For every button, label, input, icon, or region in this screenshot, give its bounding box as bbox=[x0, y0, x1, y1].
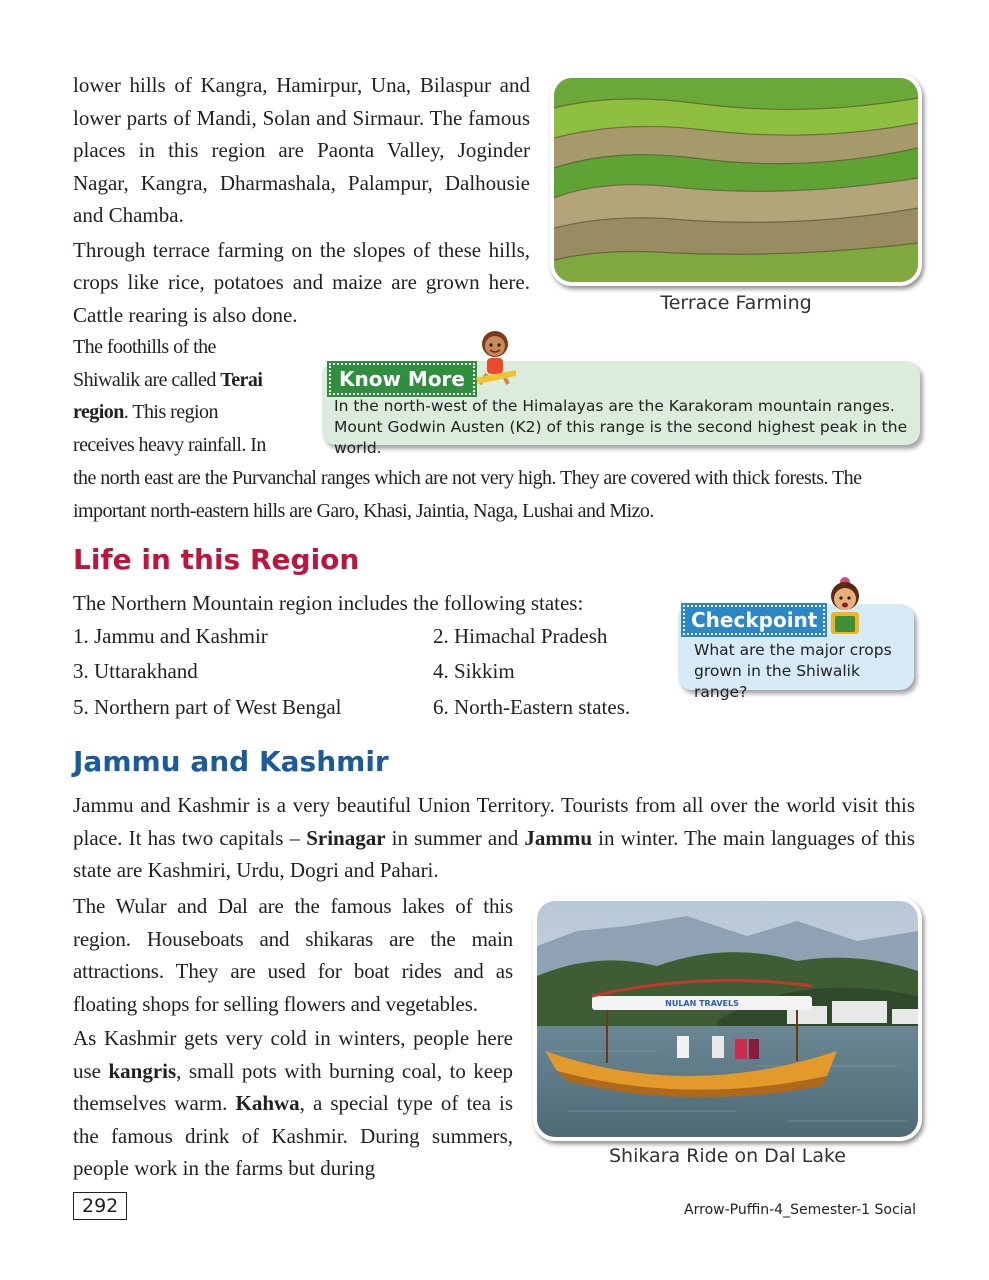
jk-paragraph-3: As Kashmir gets very cold in winters, people here use kangris, small pots with burning coal, to keep themselves warm. Kahwa, a special type of tea is the famous drink of Kashmir. During summers, people work in the farms but during bbox=[73, 1026, 514, 1180]
checkpoint-title: Checkpoint bbox=[683, 605, 825, 635]
state-item-4: 4. Sikkim bbox=[433, 659, 515, 683]
intro-paragraph-2: Through terrace farming on the slopes of these hills, crops like rice, potatoes and maize are grown here. Cattle rearing is also done. bbox=[73, 237, 530, 327]
checkpoint-text: What are the major crops grown in the Shiwalik range? bbox=[694, 641, 892, 701]
terrace-farming-photo bbox=[550, 74, 922, 286]
jammu-term: Jammu bbox=[524, 825, 593, 850]
girl-mascot-icon bbox=[822, 572, 868, 636]
page-number: 292 bbox=[73, 1192, 127, 1220]
jk-paragraph-2: The Wular and Dal are the famous lakes of this region. Houseboats and shikaras are the main attractions. They are used for boat rides and as floating shops for selling flowers and vegetables. bbox=[73, 894, 513, 1016]
boat-sign-text: NULAN TRAVELS bbox=[665, 999, 739, 1008]
terai-term: Terai bbox=[220, 368, 263, 391]
state-item-1: 1. Jammu and Kashmir bbox=[73, 624, 268, 648]
jk-paragraph-1-block bbox=[73, 789, 915, 887]
state-item-2: 2. Himachal Pradesh bbox=[433, 624, 608, 648]
state-item-5: 5. Northern part of West Bengal bbox=[73, 695, 342, 719]
terrace-farming-caption: Terrace Farming bbox=[660, 292, 812, 314]
srinagar-term: Srinagar bbox=[306, 825, 386, 850]
know-more-title: Know More bbox=[329, 363, 475, 395]
terrace-bands bbox=[554, 78, 918, 282]
purvanchal-paragraph: the north east are the Purvanchal ranges which are not very high. They are covered with thick forests. The important north-eastern hills are Garo, Khasi, Jaintia, Naga, Lushai and Mizo. bbox=[73, 467, 862, 522]
foothills-lines bbox=[73, 331, 318, 461]
kid-mascot-icon bbox=[470, 328, 520, 390]
foothills-line-4: receives heavy rainfall. In bbox=[73, 433, 266, 456]
intro-paragraph-1: lower hills of Kangra, Hamirpur, Una, Bilaspur and lower parts of Mandi, Solan and Sirmaur. The famous places in this region are Paonta Valley, Joginder Nagar, Kangra, Dharmashala, Palampur, Dalhousie and Chamba. bbox=[73, 73, 530, 227]
foothills-line-2: Shiwalik are called Terai bbox=[73, 368, 263, 391]
shikara-photo bbox=[533, 897, 922, 1141]
intro-block bbox=[73, 69, 530, 331]
state-item-6: 6. North-Eastern states. bbox=[433, 695, 631, 719]
kahwa-term: Kahwa bbox=[235, 1091, 300, 1115]
foothills-line-1: The foothills of the bbox=[73, 336, 216, 358]
jk-paragraph-1: Jammu and Kashmir is a very beautiful Union Territory. Tourists from all over the world visit this place. It has two capitals – Srinagar in summer and Jammu in winter. The main languages of this state are Kashmiri, Urdu, Dogri and Pahari. bbox=[73, 793, 915, 882]
shikara-caption: Shikara Ride on Dal Lake bbox=[609, 1145, 846, 1167]
kangris-term: kangris bbox=[108, 1058, 177, 1083]
book-title-footer: Arrow-Puffin-4_Semester-1 Social bbox=[684, 1202, 916, 1218]
know-more-text: In the north-west of the Himalayas are the Karakoram mountain ranges. Mount Godwin Austen (K2) of this range is the second highest peak in the world. bbox=[334, 397, 908, 457]
state-item-3: 3. Uttarakhand bbox=[73, 659, 198, 683]
region-term: region bbox=[73, 401, 124, 423]
jammu-kashmir-heading: Jammu and Kashmir bbox=[73, 745, 389, 778]
jk-left-column bbox=[73, 890, 513, 1185]
foothills-line-3: region. This region bbox=[73, 401, 218, 423]
life-intro: The Northern Mountain region includes the following states: bbox=[73, 591, 584, 615]
life-in-region-heading: Life in this Region bbox=[73, 543, 360, 576]
